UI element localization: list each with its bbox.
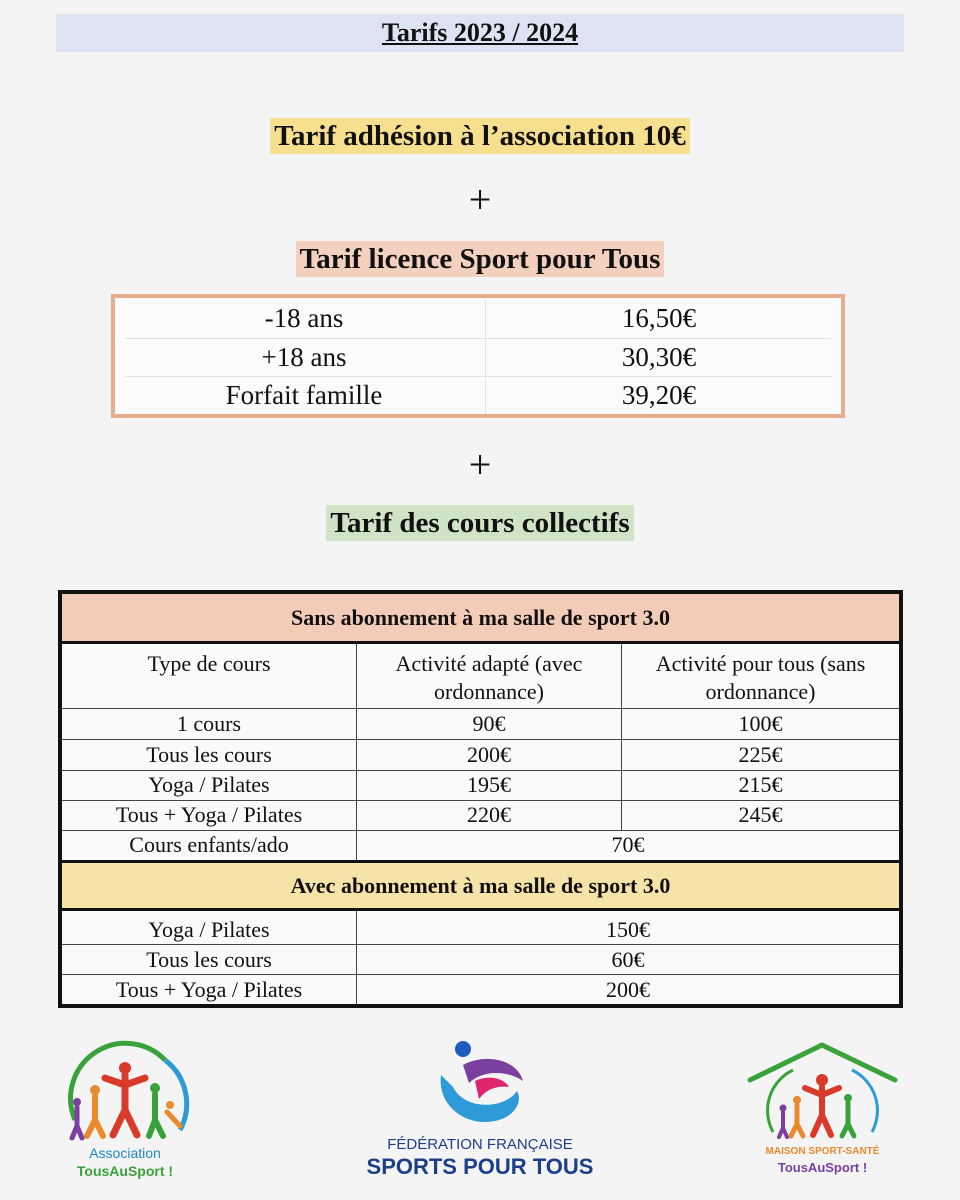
row-price: 200€ bbox=[606, 977, 650, 1002]
licence-price: 30,30€ bbox=[485, 339, 832, 376]
cours-line bbox=[0, 507, 960, 540]
licence-price: 39,20€ bbox=[485, 377, 832, 414]
licence-table bbox=[111, 294, 845, 418]
title-bar bbox=[56, 14, 904, 52]
left-logo-line1: Association bbox=[89, 1145, 161, 1161]
association-logo-graphic bbox=[55, 1040, 195, 1150]
row-price-pour-tous: 100€ bbox=[738, 711, 783, 736]
row-price: 60€ bbox=[611, 947, 645, 972]
adhesion-text: Tarif adhésion à l’association 10€ bbox=[270, 118, 689, 154]
row-label: Tous + Yoga / Pilates bbox=[115, 977, 303, 1002]
center-logo-line2: SPORTS POUR TOUS bbox=[366, 1154, 594, 1179]
licence-label: Forfait famille bbox=[225, 380, 383, 410]
row-price-adapte: 195€ bbox=[467, 772, 511, 797]
plus-sign-2: + bbox=[468, 442, 492, 487]
row-label: Yoga / Pilates bbox=[148, 917, 270, 942]
col-header-pour-tous: Activité pour tous (sans ordonnance) bbox=[655, 651, 866, 704]
col-header-type: Type de cours bbox=[147, 651, 271, 676]
right-logo-line1: MAISON SPORT-SANTÉ bbox=[765, 1146, 880, 1157]
sans-abonnement-header: Sans abonnement à ma salle de sport 3.0 bbox=[62, 594, 899, 644]
row-price-enfants: 70€ bbox=[611, 832, 645, 857]
row-price-adapte: 90€ bbox=[472, 711, 506, 736]
row-price: 150€ bbox=[606, 917, 650, 942]
row-price-pour-tous: 245€ bbox=[738, 802, 783, 827]
ffspt-logo bbox=[345, 1035, 615, 1185]
row-label: Tous + Yoga / Pilates bbox=[115, 802, 303, 827]
row-price-adapte: 200€ bbox=[467, 742, 511, 767]
center-logo-line1: FÉDÉRATION FRANÇAISE bbox=[387, 1136, 573, 1153]
col-header-adapte: Activité adapté (avec ordonnance) bbox=[395, 651, 583, 704]
row-price-pour-tous: 215€ bbox=[738, 772, 783, 797]
licence-row bbox=[125, 376, 831, 414]
row-price-adapte: 220€ bbox=[467, 802, 511, 827]
cours-table bbox=[58, 590, 903, 1008]
maison-logo-graphic bbox=[745, 1040, 900, 1140]
licence-line bbox=[0, 243, 960, 276]
licence-label: +18 ans bbox=[261, 342, 347, 372]
licence-title: Tarif licence Sport pour Tous bbox=[296, 241, 665, 277]
association-tousausport-logo bbox=[55, 1040, 195, 1190]
licence-row bbox=[125, 300, 831, 337]
right-logo-line2: TousAuSport ! bbox=[777, 1160, 868, 1175]
row-label: Yoga / Pilates bbox=[148, 772, 270, 797]
left-logo-line2: TousAuSport ! bbox=[76, 1163, 174, 1179]
row-price-pour-tous: 225€ bbox=[738, 742, 783, 767]
page-title: Tarifs 2023 / 2024 bbox=[381, 18, 579, 47]
row-label: Tous les cours bbox=[146, 742, 272, 767]
plus-sign-1: + bbox=[468, 177, 492, 222]
licence-price: 16,50€ bbox=[485, 300, 832, 337]
row-label: Tous les cours bbox=[146, 947, 272, 972]
ffspt-logo-graphic bbox=[345, 1035, 615, 1130]
licence-label: -18 ans bbox=[264, 303, 344, 333]
adhesion-line bbox=[0, 120, 960, 153]
licence-row bbox=[125, 338, 831, 376]
avec-abonnement-header: Avec abonnement à ma salle de sport 3.0 bbox=[62, 863, 899, 911]
cours-title: Tarif des cours collectifs bbox=[326, 505, 633, 541]
row-label: 1 cours bbox=[176, 711, 242, 736]
row-label-enfants: Cours enfants/ado bbox=[129, 832, 289, 857]
maison-sport-sante-logo bbox=[745, 1040, 900, 1180]
